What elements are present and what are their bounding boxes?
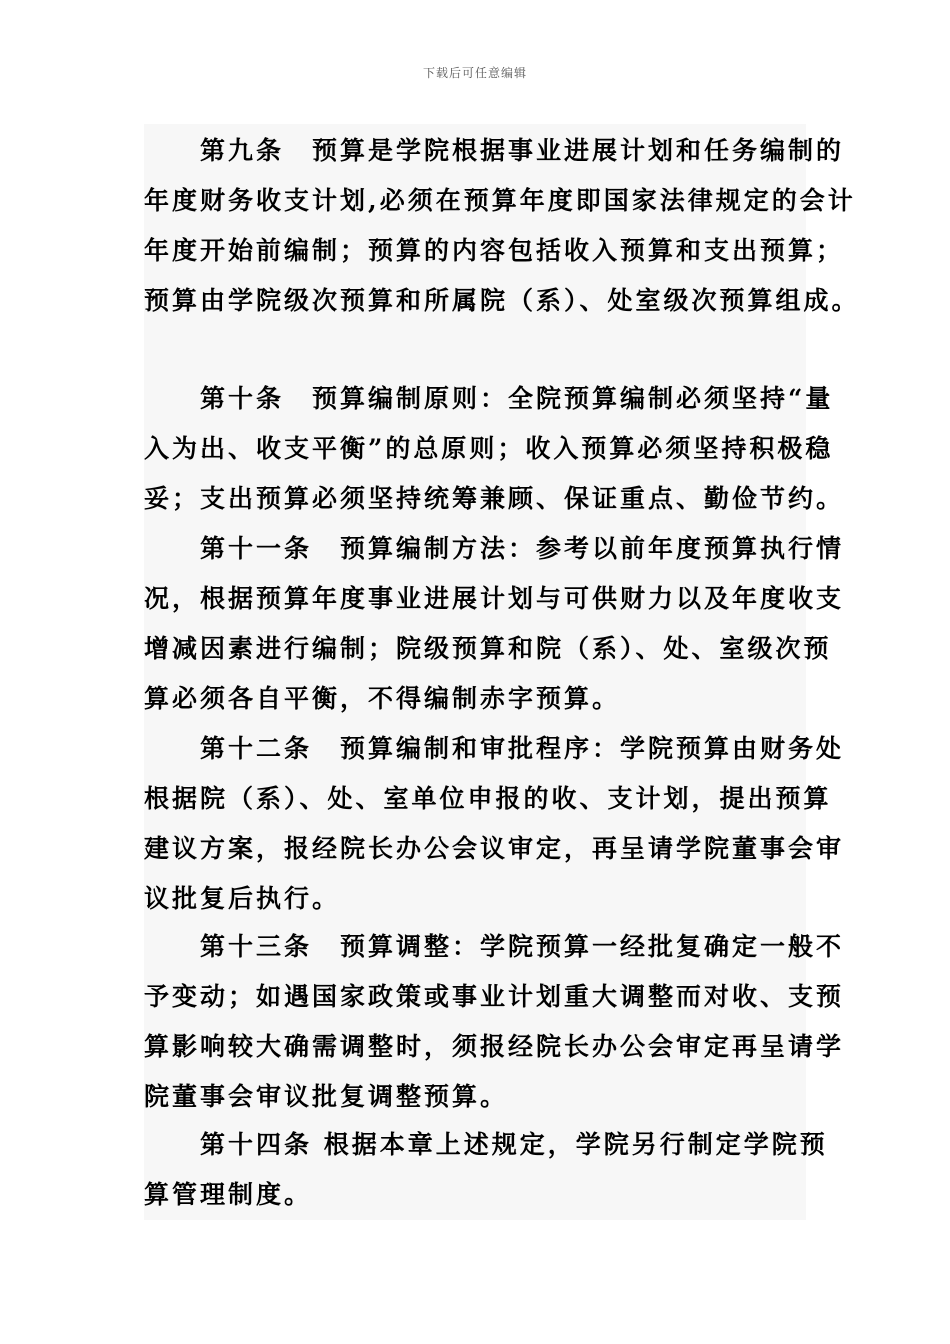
text-line: 予变动；如遇国家政策或事业计划重大调整而对收、支预 [144,982,845,1011]
text-line: 第十二条 预算编制和审批程序：学院预算由财务处 [144,734,845,763]
text-line: 第十条 预算编制原则：全院预算编制必须坚持“量 [144,384,834,413]
text-line: 算影响较大确需调整时，须报经院长办公会审定再呈请学 [144,1032,845,1061]
document-body [144,124,860,1220]
article-12 [144,724,844,924]
text-line: 年度财务收支计划,必须在预算年度即国家法律规定的会计 [144,186,856,215]
text-line: 院董事会审议批复调整预算。 [144,1082,509,1111]
text-line: 根据院（系）、处、室单位申报的收、支计划，提出预算 [144,784,832,813]
text-line: 况，根据预算年度事业进展计划与可供财力以及年度收支 [144,584,845,613]
text-line: 议批复后执行。 [144,884,341,913]
page-header-note: 下载后可任意编辑 [422,66,527,80]
article-9 [144,126,860,326]
text-line: 建议方案，报经院长办公会议审定，再呈请学院董事会审 [144,834,845,863]
article-13 [144,922,844,1122]
text-line: 第十三条 预算调整：学院预算一经批复确定一般不 [144,932,845,961]
text-line: 妥；支出预算必须坚持统筹兼顾、保证重点、勤俭节约。 [144,484,845,513]
article-10 [144,374,844,524]
text-line: 第十四条 根据本章上述规定，学院另行制定学院预 [144,1130,828,1159]
text-line: 入为出、收支平衡”的总原则；收入预算必须坚持积极稳 [144,434,834,463]
text-line: 增减因素进行编制；院级预算和院（系）、处、室级次预 [144,634,832,663]
article-11 [144,524,844,724]
article-14 [144,1120,828,1220]
text-line: 算必须各自平衡，不得编制赤字预算。 [144,684,621,713]
text-line: 预算由学院级次预算和所属院（系）、处室级次预算组成。 [144,286,860,315]
text-line: 第十一条 预算编制方法：参考以前年度预算执行情 [144,534,845,563]
text-line: 第九条 预算是学院根据事业进展计划和任务编制的 [144,136,845,165]
text-line: 算管理制度。 [144,1180,313,1209]
text-line: 年度开始前编制；预算的内容包括收入预算和支出预算； [144,236,845,265]
